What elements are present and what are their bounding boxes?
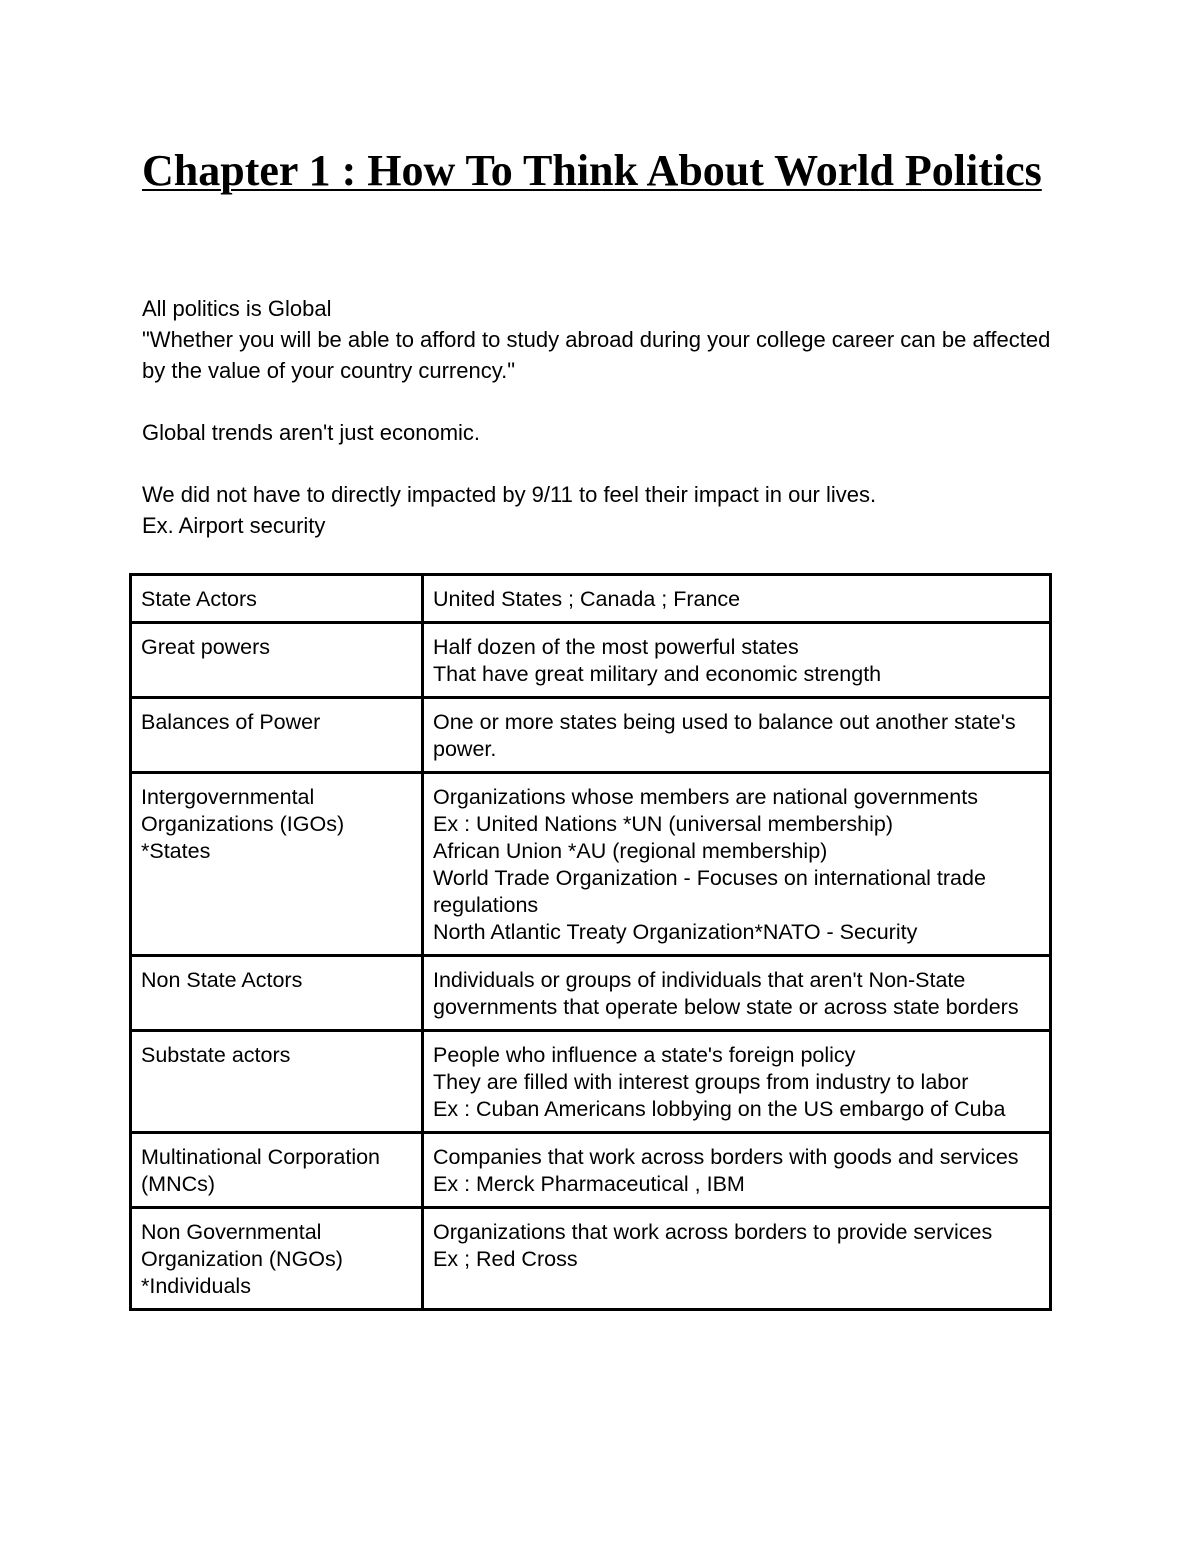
definitions-table [129, 573, 1052, 1311]
definition-cell: Half dozen of the most powerful states That have great military and economic strength [423, 623, 1051, 698]
table-row [131, 1031, 1051, 1133]
intro-section [142, 293, 1062, 541]
term-cell: Substate actors [131, 1031, 423, 1133]
term-cell: Intergovernmental Organizations (IGOs) *States [131, 773, 423, 956]
definition-cell: Companies that work across borders with goods and services Ex : Merck Pharmaceutical , IBM [423, 1133, 1051, 1208]
definition-cell: One or more states being used to balance out another state's power. [423, 698, 1051, 773]
definition-cell: Individuals or groups of individuals that aren't Non-State governments that operate below state or across state borders [423, 956, 1051, 1031]
table-row [131, 575, 1051, 623]
table-row [131, 1208, 1051, 1310]
page-title: Chapter 1 : How To Think About World Politics [142, 146, 1042, 195]
paragraph-gap [142, 448, 1062, 479]
term-cell: Multinational Corporation (MNCs) [131, 1133, 423, 1208]
definition-cell: United States ; Canada ; France [423, 575, 1051, 623]
definition-cell: Organizations whose members are national governments Ex : United Nations *UN (universal membership) African Union *AU (regional membership) World Trade Organization - Focuses on international trade regulations North Atlantic Treaty Organization*NATO - Security [423, 773, 1051, 956]
definition-cell: Organizations that work across borders to provide services Ex ; Red Cross [423, 1208, 1051, 1310]
intro-line: We did not have to directly impacted by 9/11 to feel their impact in our lives. [142, 482, 877, 507]
term-cell: Balances of Power [131, 698, 423, 773]
intro-example: Ex. Airport security [142, 513, 326, 538]
intro-line: Global trends aren't just economic. [142, 420, 481, 445]
table-row [131, 623, 1051, 698]
paragraph-gap [142, 386, 1062, 417]
definition-cell: People who influence a state's foreign policy They are filled with interest groups from industry to labor Ex : Cuban Americans lobbying on the US embargo of Cuba [423, 1031, 1051, 1133]
intro-quote: "Whether you will be able to afford to study abroad during your college career can be affected by the value of your country currency." [142, 327, 1051, 383]
table-row [131, 956, 1051, 1031]
term-cell: State Actors [131, 575, 423, 623]
table-row [131, 773, 1051, 956]
table-row [131, 698, 1051, 773]
term-cell: Great powers [131, 623, 423, 698]
term-cell: Non State Actors [131, 956, 423, 1031]
term-cell: Non Governmental Organization (NGOs) *Individuals [131, 1208, 423, 1310]
table-row [131, 1133, 1051, 1208]
intro-line: All politics is Global [142, 296, 332, 321]
